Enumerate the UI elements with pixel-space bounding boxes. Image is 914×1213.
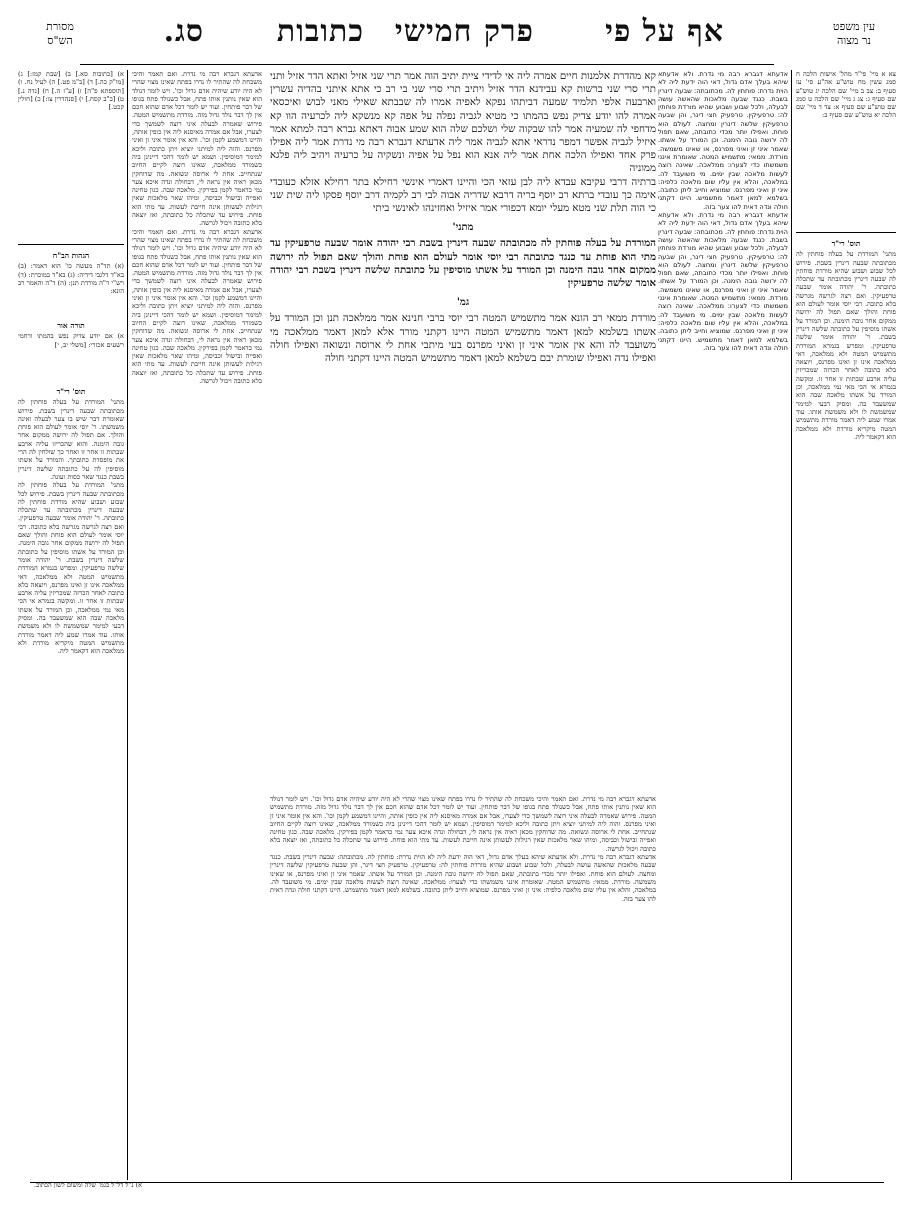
rashi-text: אדעתא דגברא רבה מי נדרת. ולא אדעתא שיהא בעלך אדם גדול, דאי הוה ידעת ליה לא הוית נדרת: פוחתין לה. מכתובתה: שבעה דינרין בשבת. כנגד שבעה מלאכות שהאשה עושה לבעלה, ולכל שבוע ושבוע שהיא מורדת פוחתין לה: טרפעיקין. טרפעיק חצי דינר, והן שבעה טרפעיקין שלשה דינרין ומחצה. לעולם הוא פוחת. ואפילו יותר מכדי כתובתה, שאם תפול לה ירושה גובה הימנה. וכן המורד על אשתו. שאמר איני זן ואיני מפרנס, או שאינו משמשה. מורדת. ממאי: מתשמיש המטה. שאומרת אינני משמשתו כדי לצערו: ממלאכה. שאינה רוצה לעשות מלאכה שבין ימים. מי משועבד לה. במלאכה, והלא אין עליו שום מלאכה כלפיה: איני זן ואיני מפרנס. שמוציא וחייב ליתן כתובה. בשלמא למאן דאמר מתשמיש. היינו דקתני חולה ונדה דאית להו צער בזה.	[658, 70, 788, 211]
gemara-para-2: ברתיה דרבי עקיבא עבדא ליה לבן עזאי הכי והיינו דאמרי אינשי רחילא בתר רחילא אזלא כעובדי אימה כך עובדי ברתא רב יוסף בריה דרבא שדריה אבוה לבי רב לקמיה דרב יוסף פסקו ליה שית שני כי הוה תלת שני מטא מעלי יומא דכפורי אמר איזיל ואחזינהו לאינשי ביתי	[270, 176, 656, 215]
tosafot-text: אדעתא דגברא רבה מי נדרת. ואם תאמר והיכי משכחת לה שהתיר לו נדרו בפתח שאינו מצוי שהרי לא היה יודע שיהיה אדם גדול וכו'. ויש לומר דנולד הוא שאין נותנין אותו פתח, אבל כשנולד פתח בגופו של דבר פותחין. ועוד יש לומר דכל אדם שהוא חכם אין לך דבר נולד גדול מזה. מורדת מתשמיש המטה. פירוש שאמרה לבעלה איני רוצה לשמשך כדי לצערו, אבל אם אמרה מאיסנא ליה אין כופין אותה, והיינו דמשמע לקמן וכו'. והא אין אומר איני זן ואיני מפרנס. והוה ליה למיתני יוציא ויתן כתובה וליכא למימר דמוסיפין. ושמא יש לומר דהכי דיינינן ביה כשמורד ממלאכה, שאינו רוצה לקיים החיוב שנתחייב. אחת לי ארוסה ונשואה. מה שדוחקין מכאן ראיה אין נראה לי, דבחולה ונדה איכא צער נמי כדאמר לקמן בפירקין. מלאכה שבה. כגון טחינה ואפייה ובישול וכביסה, ומיהו שאר מלאכות שאין רגילות לעשותן אינה חייבת לעשות. עד מתי הוא פוחת. פירוש עד שתכלה כל כתובתה, ואז יוצאה בלא כתובה ויכול לגרשה.	[132, 70, 262, 228]
mishnah-title: מתני'	[452, 222, 474, 234]
tos-rid-left-column	[18, 384, 124, 1174]
folio-number: סג.	[163, 14, 204, 49]
column-divider	[127, 70, 128, 1180]
gemara-text: מורדת ממאי רב הונא אמר מתשמיש המטה רבי יוסי ברבי חנינא אמר ממלאכה תנן וכן המורד על אשתו בשלמא למאן דאמר מתשמיש המטה היינו דקתני מורד אלא למאן דאמר ממלאכה מי משועבד לה והא אין אומר איני זן ואיני מפרנס בעי מיתבי אחת לי ארוסה ונשואה ואפילו חולה ואפילו נדה ואפילו שומרת יבם בשלמא למאן דאמר מתשמיש המטה היינו דקתני חולה	[270, 313, 656, 365]
page-header	[30, 14, 884, 66]
rashi-text-continued: אדעתא דגברא רבה מי נדרת. ולא אדעתא שיהא בעלך אדם גדול, דאי הוה ידעת ליה לא הוית נדרת: פוחתין לה. מכתובתה: שבעה דינרין בשבת. כנגד שבעה מלאכות שהאשה עושה לבעלה, ולכל שבוע ושבוע שהיא מורדת פוחתין לה: טרפעיקין. טרפעיק חצי דינר, והן שבעה טרפעיקין שלשה דינרין ומחצה. לעולם הוא פוחת. ואפילו יותר מכדי כתובתה, שאם תפול לה ירושה גובה הימנה. וכן המורד על אשתו. שאמר איני זן ואיני מפרנס, או שאינו משמשה. מורדת. ממאי: מתשמיש המטה. שאומרת אינני משמשתו כדי לצערו: ממלאכה. שאינה רוצה לעשות מלאכה שבין ימים. מי משועבד לה. במלאכה, והלא אין עליו שום מלאכה כלפיה: איני זן ואיני מפרנס. שמוציא וחייב ליתן כתובה. בשלמא למאן דאמר מתשמיש. היינו דקתני חולה ונדה דאית להו צער בזה.	[658, 211, 788, 352]
tos-rid-left-title: תוס' רי"ד	[56, 387, 86, 396]
ein-mishpat-text: צא א מיי' פי"ד מהל' אישות הלכה ח סמג עשין מח טוש"ע אה"ע סי' עז סעיף ב: צב ב מיי' שם הלכה יג טוש"ע שם סעיף ג: צג ג מיי' שם הלכה ט סמג שם טוש"ע שם סעיף א: צד ד מיי' שם הלכה יא טוש"ע שם סעיף ב:	[796, 70, 896, 120]
gemara-title: גמ'	[456, 297, 470, 309]
chapter-number: פרק חמישי	[394, 14, 534, 49]
tos-rid-right-column	[796, 236, 896, 1176]
column-divider	[791, 70, 792, 1180]
hagahot-title: הגהות הב"ח	[52, 251, 90, 260]
footnote: א) נ"ל דל"ל בגמ' שלה ומשום לשון הכתוב.	[34, 1181, 143, 1189]
gemara-block	[270, 70, 656, 790]
hagahot-column	[18, 248, 124, 318]
footnote-rule	[30, 1182, 884, 1183]
divider	[18, 244, 124, 245]
tos-rid-left-text-continued: מתני' המורדת על בעלה פוחתין לה מכתובתה שבעה דינרין בשבת. פירוש לכל שבוע ושבוע שהיא מורדת פוחתין לה שבעה דינרין מכתובתה עד שתכלה כתובתה. ר' יהודה אומר שבעה טרפעיקין. ואם רצה לגרשה מגרשה בלא כתובה. רבי יוסי אומר לעולם הוא פוחת והולך שאם תפול לה ירושה ממקום אחר גובה הימנה. וכן המורד על אשתו מוסיפין על כתובתה שלשה דינרין בשבת. ר' יהודה אומר שלשה טרפעיקין. ומפרש בגמרא המורדת מתשמיש המטה ולא ממלאכה, דאי ממלאכה אינו זן ואינו מפרנס, ויוצאה בלא כתובה לאחר הכרזה שמכריזין עליה ארבע שבתות זו אחר זו. ומקשה בגמרא אי הכי מאי נמי ממלאכה, וכן המורד על אשתו מלאכה שבה הוא שמשעבד בה. ומסיק דבעי למימר שמשמשת לו ולא משמשת אותו. עוד אמרו שמע ליה דאמר מורדת מתשמיש המטה מיקריא מורדת ולא ממלאכה הוא דקאמר ליה.	[18, 481, 124, 656]
mesoret-column	[18, 70, 124, 240]
rashi-column	[658, 70, 788, 1180]
divider	[796, 232, 896, 233]
tractate-name: כתובות	[276, 14, 364, 49]
tosafot-column	[132, 70, 262, 1180]
torah-or-column	[18, 318, 124, 378]
gemara-para-1: קא מהדרת אלמנות חיים אמרה ליה אי לדידי ציית יתיב הוה אמר תרי שני אזיל ואתא הדר אזיל ותני תרי סרי שני ברשות קא עבידנא הדר אזיל ויתיב תרי סרי שני בי רב כי אתא איתני בהדיה עשרין וארבעה אלפי תלמיד שמעה דביתהו נפקא לאפיה אמרו לה שבבתא שאילי מאני לבוש ואיכסאי אמרה להו יודע צדיק נפש בהמתו כי מטיא לגביה נפלה על אפה קא מנשקא ליה לכרעיה הוו קא מדחפי לה שמעיה אמר להו שבקוה שלי ושלכם שלה הוא שמע אבוה דאתא גברא רבה למתא אמר איזיל לגביה אפשר דמפר נדראי אתא לגביה אמר ליה אדעתא דגברא רבה מי נדרת אמר ליה אפילו פרק אחד ואפילו הלכה אחת אמר ליה אנא הוא נפל על אפיה ונשקיה על כרעיה ויהיב ליה פלגא ממוניה	[270, 71, 656, 175]
ein-mishpat-heading: עין משפט נר מצוה	[832, 20, 876, 47]
mesoret-text: א) [כתובות סא.] ב) [שבת קמז:] ג) [מו"ק כה.] ד) [ב"מ פט.] ה) לעיל נח. ו) [תוספתא פ"ה] ז) [ע"ז ה.] ח) [נדה נ.] ט) [ב"ב קסח.] י) [סנהדרין צו:] כ) [חולין קכט.]	[18, 70, 124, 112]
header-rule	[80, 64, 774, 65]
mesoret-heading: מסורת הש"ס	[46, 20, 74, 47]
lower-rashi-text: אדעתא דגברא רבה מי נדרת. ולא אדעתא שיהא בעלך אדם גדול, דאי הוה ידעת ליה לא הוית נדרת: פוחתין לה. מכתובתה: שבעה דינרין בשבת. כנגד שבעה מלאכות שהאשה עושה לבעלה, ולכל שבוע ושבוע שהיא מורדת פוחתין לה: טרפעיקין. טרפעיק חצי דינר, והן שבעה טרפעיקין שלשה דינרין ומחצה. לעולם הוא פוחת. ואפילו יותר מכדי כתובתה, שאם תפול לה ירושה גובה הימנה. וכן המורד על אשתו. שאמר איני זן ואיני מפרנס, או שאינו משמשה. מורדת. ממאי: מתשמיש המטה. שאומרת אינני משמשתו כדי לצערו: ממלאכה. שאינה רוצה לעשות מלאכה שבין ימים. מי משועבד לה. במלאכה, והלא אין עליו שום מלאכה כלפיה: איני זן ואיני מפרנס. שמוציא וחייב ליתן כתובה. בשלמא למאן דאמר מתשמיש. היינו דקתני חולה ונדה דאית להו צער בזה.	[270, 853, 656, 903]
tos-rid-title: תוס' רי"ד	[831, 239, 861, 248]
torah-or-text: א) אם יודע צדיק נפש בהמתו ורחמי רשעים אכזרי: [משלי יב, י]	[18, 332, 124, 349]
lower-tosafot-text: אדעתא דגברא רבה מי נדרת. ואם תאמר והיכי משכחת לה שהתיר לו נדרו בפתח שאינו מצוי שהרי לא היה יודע שיהיה אדם גדול וכו'. ויש לומר דנולד הוא שאין נותנין אותו פתח, אבל כשנולד פתח בגופו של דבר פותחין. ועוד יש לומר דכל אדם שהוא חכם אין לך דבר נולד גדול מזה. מורדת מתשמיש המטה. פירוש שאמרה לבעלה איני רוצה לשמשך כדי לצערו, אבל אם אמרה מאיסנא ליה אין כופין אותה, והיינו דמשמע לקמן וכו'. והא אין אומר איני זן ואיני מפרנס. והוה ליה למיתני יוציא ויתן כתובה וליכא למימר דמוסיפין. ושמא יש לומר דהכי דיינינן ביה כשמורד ממלאכה, שאינו רוצה לקיים החיוב שנתחייב. אחת לי ארוסה ונשואה. מה שדוחקין מכאן ראיה אין נראה לי, דבחולה ונדה איכא צער נמי כדאמר לקמן בפירקין. מלאכה שבה. כגון טחינה ואפייה ובישול וכביסה, ומיהו שאר מלאכות שאין רגילות לעשותן אינה חייבת לעשות. עד מתי הוא פוחת. פירוש עד שתכלה כל כתובתה, ואז יוצאה בלא כתובה ויכול לגרשה.	[270, 795, 656, 853]
tos-rid-text: מתני' המורדת על בעלה פוחתין לה מכתובתה שבעה דינרין בשבת. פירוש לכל שבוע ושבוע שהיא מורדת פוחתין לה שבעה דינרין מכתובתה עד שתכלה כתובתה. ר' יהודה אומר שבעה טרפעיקין. ואם רצה לגרשה מגרשה בלא כתובה. רבי יוסי אומר לעולם הוא פוחת והולך שאם תפול לה ירושה ממקום אחר גובה הימנה. וכן המורד על אשתו מוסיפין על כתובתה שלשה דינרין בשבת. ר' יהודה אומר שלשה טרפעיקין. ומפרש בגמרא המורדת מתשמיש המטה ולא ממלאכה, דאי ממלאכה אינו זן ואינו מפרנס, ויוצאה בלא כתובה לאחר הכרזה שמכריזין עליה ארבע שבתות זו אחר זו. ומקשה בגמרא אי הכי מאי נמי ממלאכה, וכן המורד על אשתו מלאכה שבה הוא שמשעבד בה. ומסיק דבעי למימר שמשמשת לו ולא משמשת אותו. עוד אמרו שמע ליה דאמר מורדת מתשמיש המטה מיקריא מורדת ולא ממלאכה הוא דקאמר ליה.	[796, 250, 896, 441]
tos-rid-left-text: מתני' המורדת על בעלה פוחתין לה מכתובתה שבעה דינרין בשבת. פירוש שאומרת דבר שיש בו צער לבעלה ואינה משמשתו. ר' יוסי אומר לעולם הוא פוחת והולך. אם תפול לה ירושה ממקום אחר גובה הימנה. והוא שהכריזו עליה ארבע שבתות זו אחר זו ואחר כך שולחין לה הרי את מופסדת כתובתך. והמורד על אשתו מוסיפין לה על כתובתה שלשה דינרין בשבת כנגד שאר כסות ועונה.	[18, 398, 124, 481]
chapter-title-right: אף על פי	[605, 14, 724, 49]
lower-commentary	[270, 795, 656, 1180]
tosafot-text-continued: אדעתא דגברא רבה מי נדרת. ואם תאמר והיכי משכחת לה שהתיר לו נדרו בפתח שאינו מצוי שהרי לא היה יודע שיהיה אדם גדול וכו'. ויש לומר דנולד הוא שאין נותנין אותו פתח, אבל כשנולד פתח בגופו של דבר פותחין. ועוד יש לומר דכל אדם שהוא חכם אין לך דבר נולד גדול מזה. מורדת מתשמיש המטה. פירוש שאמרה לבעלה איני רוצה לשמשך כדי לצערו, אבל אם אמרה מאיסנא ליה אין כופין אותה, והיינו דמשמע לקמן וכו'. והא אין אומר איני זן ואיני מפרנס. והוה ליה למיתני יוציא ויתן כתובה וליכא למימר דמוסיפין. ושמא יש לומר דהכי דיינינן ביה כשמורד ממלאכה, שאינו רוצה לקיים החיוב שנתחייב. אחת לי ארוסה ונשואה. מה שדוחקין מכאן ראיה אין נראה לי, דבחולה ונדה איכא צער נמי כדאמר לקמן בפירקין. מלאכה שבה. כגון טחינה ואפייה ובישול וכביסה, ומיהו שאר מלאכות שאין רגילות לעשותן אינה חייבת לעשות. עד מתי הוא פוחת. פירוש עד שתכלה כל כתובתה, ואז יוצאה בלא כתובה ויכול לגרשה.	[132, 227, 262, 385]
ein-mishpat-column	[796, 70, 896, 230]
hagahot-text: (א) תד"ה מעשה כו' הוא דאמר: (ב) בא"ד דלגבי דידיה: (ג) בא"ד במוכרת: (ד) רש"י ד"ה מורדת תנן: (ה) ד"ה והאמר רב הונא:	[18, 262, 124, 296]
mishnah-text: המורדת על בעלה פוחתין לה מכתובתה שבעה דינרין בשבת רבי יהודה אומר שבעה טרפעיקין עד מתי הוא פוחת עד כנגד כתובתה רבי יוסי אומר לעולם הוא פוחת והולך שאם תפול לה ירושה ממקום אחר גובה הימנה וכן המורד על אשתו מוסיפין על כתובתה שלשה דינרין בשבת רבי יהודה אומר שלשה טרפעיקין	[270, 237, 656, 290]
torah-or-title: תורה אור	[57, 321, 85, 330]
